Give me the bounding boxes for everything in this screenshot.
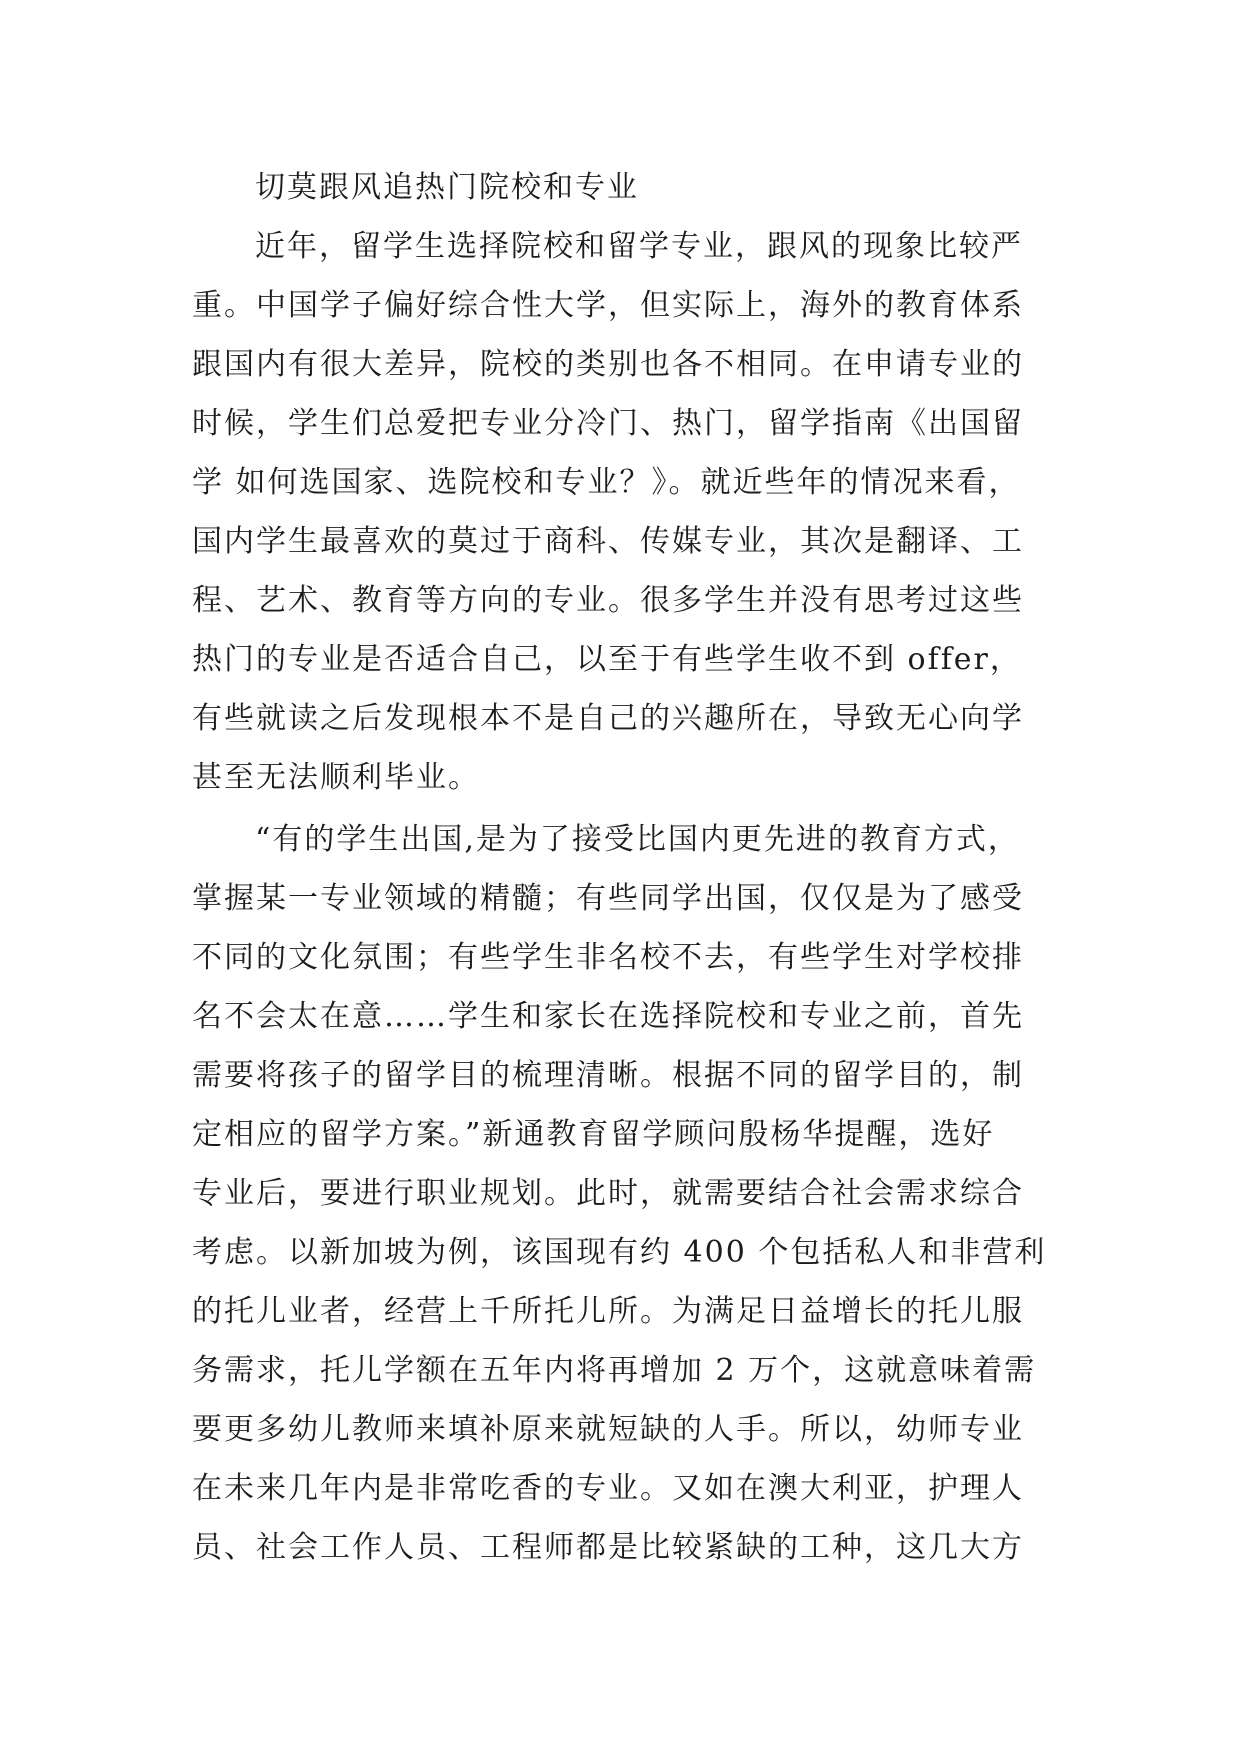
paragraph-line: 定相应的留学方案。”新通教育留学顾问殷杨华提醒，选好 <box>192 1117 995 1152</box>
paragraph-line: 需要将孩子的留学目的梳理清晰。根据不同的留学目的，制 <box>192 1058 1024 1093</box>
section-heading: 切莫跟风追热门院校和专业 <box>255 170 639 205</box>
paragraph-line: 跟国内有很大差异，院校的类别也各不相同。在申请专业的 <box>192 347 1024 382</box>
paragraph-line: 专业后，要进行职业规划。此时，就需要结合社会需求综合 <box>192 1176 1024 1211</box>
paragraph-line: 时候，学生们总爱把专业分冷门、热门，留学指南《出国留 <box>192 406 1024 441</box>
paragraph-line: 学 如何选国家、选院校和专业？》。就近些年的情况来看， <box>192 465 1021 500</box>
paragraph-line: 员、社会工作人员、工程师都是比较紧缺的工种，这几大方 <box>192 1530 1024 1565</box>
paragraph-line: 掌握某一专业领域的精髓；有些同学出国，仅仅是为了感受 <box>192 881 1024 916</box>
paragraph-2 <box>192 810 1052 1577</box>
paragraph-line: 的托儿业者，经营上千所托儿所。为满足日益增长的托儿服 <box>192 1294 1024 1329</box>
paragraph-line: 热门的专业是否适合自己，以至于有些学生收不到 offer， <box>192 642 1022 677</box>
paragraph-line: 甚至无法顺利毕业。 <box>192 760 480 795</box>
paragraph-line: 重。中国学子偏好综合性大学，但实际上，海外的教育体系 <box>192 288 1024 323</box>
paragraph-1 <box>192 217 1052 807</box>
paragraph-line: “有的学生出国,是为了接受比国内更先进的教育方式， <box>255 822 1020 857</box>
paragraph-line: 近年，留学生选择院校和留学专业，跟风的现象比较严 <box>255 229 1023 264</box>
paragraph-line: 务需求，托儿学额在五年内将再增加 2 万个，这就意味着需 <box>192 1353 1037 1388</box>
paragraph-line: 要更多幼儿教师来填补原来就短缺的人手。所以，幼师专业 <box>192 1412 1024 1447</box>
paragraph-line: 不同的文化氛围；有些学生非名校不去，有些学生对学校排 <box>192 940 1024 975</box>
paragraph-line: 国内学生最喜欢的莫过于商科、传媒专业，其次是翻译、工 <box>192 524 1024 559</box>
paragraph-line: 在未来几年内是非常吃香的专业。又如在澳大利亚，护理人 <box>192 1471 1024 1506</box>
paragraph-line: 考虑。以新加坡为例，该国现有约 400 个包括私人和非营利 <box>192 1235 1047 1270</box>
document-body <box>192 158 1052 1577</box>
paragraph-line: 名不会太在意……学生和家长在选择院校和专业之前，首先 <box>192 999 1024 1034</box>
paragraph-line: 程、艺术、教育等方向的专业。很多学生并没有思考过这些 <box>192 583 1024 618</box>
paragraph-line: 有些就读之后发现根本不是自己的兴趣所在，导致无心向学 <box>192 701 1024 736</box>
